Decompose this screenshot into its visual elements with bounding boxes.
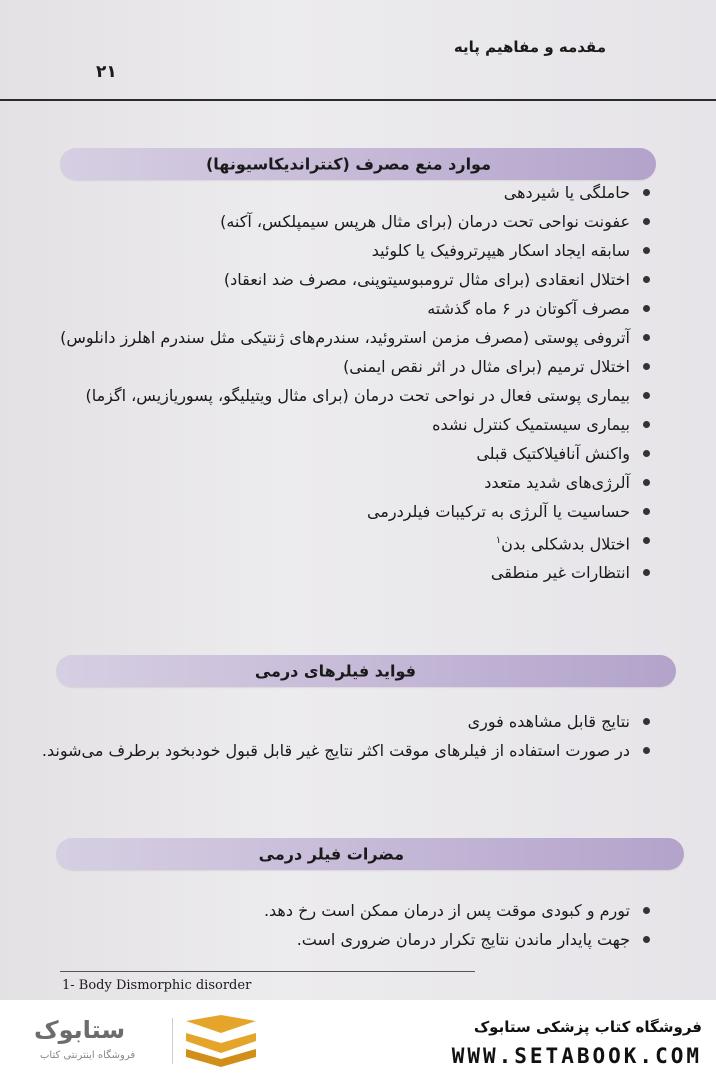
list-item: انتظارات غیر منطقی — [60, 558, 652, 587]
setabook-logo-icon — [182, 1013, 260, 1069]
list-item: واکنش آنافیلاکتیک قبلی — [60, 439, 652, 468]
logo-divider — [172, 1018, 173, 1064]
list-item: تورم و کبودی موقت پس از درمان ممکن است رخ دهد. — [40, 896, 652, 925]
harms-list — [40, 896, 652, 954]
logo-subtitle: فروشگاه اینترنتی کتاب — [40, 1050, 136, 1061]
list-item: اختلال انعقادی (برای مثال ترومبوسیتوپنی، مصرف ضد انعقاد) — [60, 265, 652, 294]
list-item: حاملگی یا شیردهی — [60, 178, 652, 207]
contraindications-heading: موارد منع مصرف (کنتراندیکاسیونها) — [205, 154, 491, 174]
list-item: مصرف آکوتان در ۶ ماه گذشته — [60, 294, 652, 323]
benefits-list — [40, 707, 652, 765]
store-name: فروشگاه کتاب پزشکی ستابوک — [473, 1018, 702, 1036]
list-item: در صورت استفاده از فیلرهای موقت اکثر نتایج غیر قابل قبول خودبخود برطرف می‌شوند. — [40, 736, 652, 765]
contraindications-list — [60, 178, 652, 587]
header-rule — [0, 99, 716, 101]
list-item: بیماری پوستی فعال در نواحی تحت درمان (برای مثال ویتیلیگو، پسوریازیس، اگزما) — [60, 381, 652, 410]
logo-text: ستابوک — [34, 1016, 126, 1044]
running-header-title: مقدمه و مفاهیم پایه — [453, 38, 606, 56]
list-item: آتروفی پوستی (مصرف مزمن استروئید، سندرم‌های ژنتیکی مثل سندرم اهلرز دانلوس) — [60, 323, 652, 352]
store-url[interactable]: WWW.SETABOOK.COM — [451, 1044, 702, 1068]
page-number: ۲۱ — [96, 62, 117, 82]
footnote: 1- Body Dismorphic disorder — [62, 978, 252, 993]
benefits-heading: فواید فیلرهای درمی — [254, 661, 416, 681]
list-item: اختلال بدشکلی بدن$^۱$ — [60, 526, 652, 558]
list-item: اختلال ترمیم (برای مثال در اثر نقص ایمنی) — [60, 352, 652, 381]
list-item: جهت پایدار ماندن نتایج تکرار درمان ضروری است. — [40, 925, 652, 954]
benefits-heading-band — [56, 655, 676, 687]
list-item: نتایج قابل مشاهده فوری — [40, 707, 652, 736]
contraindications-heading-band — [60, 148, 656, 180]
footnote-marker: ۱ — [495, 535, 502, 546]
footnote-rule — [60, 971, 475, 972]
harms-heading-band — [56, 838, 684, 870]
list-item: بیماری سیستمیک کنترل نشده — [60, 410, 652, 439]
list-item: آلرژی‌های شدید متعدد — [60, 468, 652, 497]
list-item: حساسیت یا آلرژی به ترکیبات فیلردرمی — [60, 497, 652, 526]
list-item: سابقه ایجاد اسکار هیپرتروفیک یا کلوئید — [60, 236, 652, 265]
list-item: عفونت نواحی تحت درمان (برای مثال هرپس سیمپلکس، آکنه) — [60, 207, 652, 236]
harms-heading: مضرات فیلر درمی — [258, 844, 404, 864]
